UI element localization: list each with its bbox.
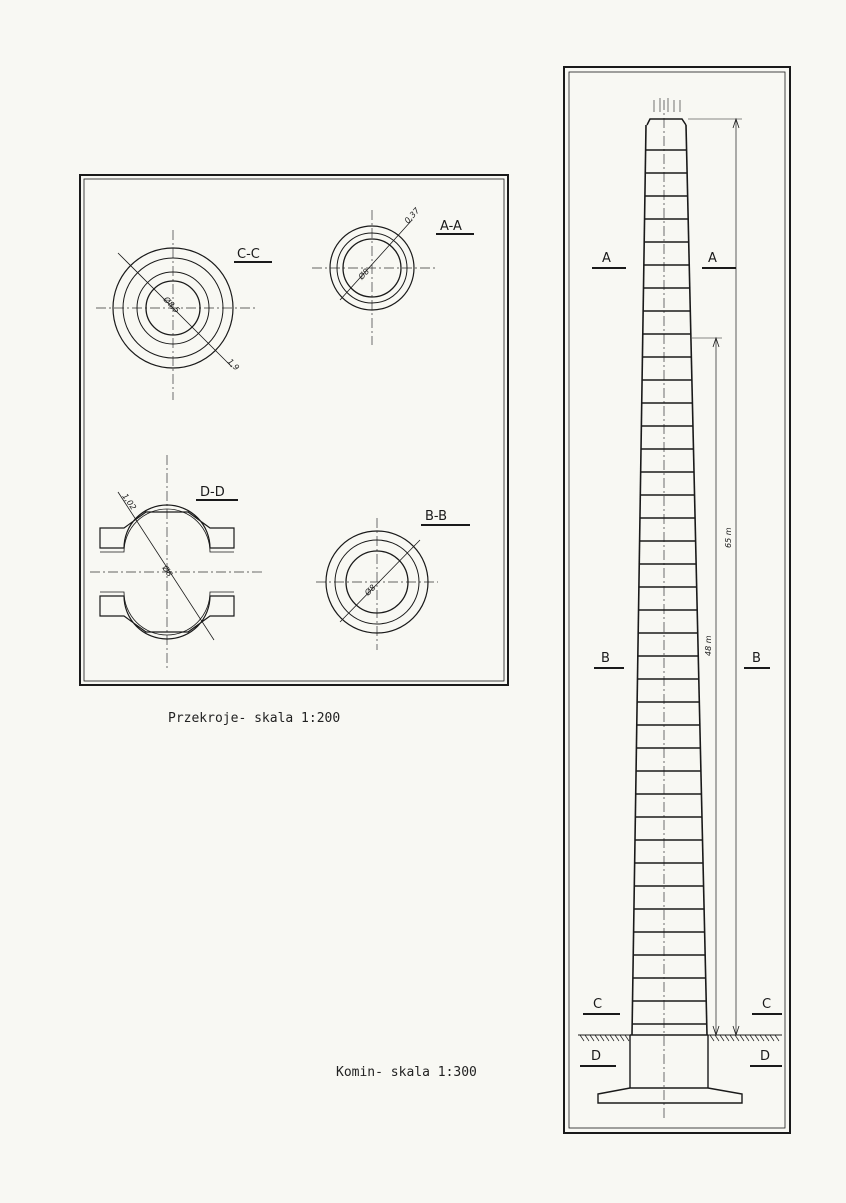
section-c-c-label: C-C: [237, 247, 260, 262]
hatch-stroke: [580, 1035, 584, 1041]
hatch-stroke: [590, 1035, 594, 1041]
hatch-stroke: [620, 1035, 624, 1041]
section-d-d-wall: 1,02: [120, 491, 138, 512]
hatch-stroke: [615, 1035, 619, 1041]
hatch-stroke: [585, 1035, 589, 1041]
section-d-d: [90, 455, 265, 668]
section-b-b-diameter: Ø8: [363, 582, 378, 598]
hatch-stroke: [625, 1035, 629, 1041]
hatch-stroke: [770, 1035, 774, 1041]
section-c-c-wall: 1,9: [225, 357, 241, 373]
hatch-stroke: [745, 1035, 749, 1041]
hatch-stroke: [710, 1035, 714, 1041]
chimney-caption: Komin- skala 1:300: [336, 1065, 477, 1080]
hatch-stroke: [735, 1035, 739, 1041]
marker-b-right: B: [752, 651, 761, 666]
section-a-a-wall: 0,37: [402, 206, 422, 226]
hatch-stroke: [740, 1035, 744, 1041]
section-markers: [580, 251, 782, 1066]
hatch-stroke: [750, 1035, 754, 1041]
hatch-stroke: [720, 1035, 724, 1041]
ground-hatch: [580, 1035, 779, 1041]
section-c-c: [96, 230, 272, 400]
marker-a-right: A: [708, 251, 717, 266]
section-d-d-label: D-D: [200, 485, 225, 500]
section-c-c-diameter: Ø8,5: [161, 295, 182, 315]
marker-c-right: C: [762, 997, 772, 1012]
hatch-stroke: [730, 1035, 734, 1041]
hatch-stroke: [595, 1035, 599, 1041]
hatch-stroke: [760, 1035, 764, 1041]
section-b-b: [316, 509, 470, 650]
hatch-stroke: [755, 1035, 759, 1041]
sections-panel: [80, 175, 508, 685]
marker-b-left: B: [601, 651, 610, 666]
hatch-stroke: [610, 1035, 614, 1041]
hatch-stroke: [725, 1035, 729, 1041]
dimension-lower-height: 48 m: [704, 635, 713, 656]
marker-c-left: C: [593, 997, 603, 1012]
marker-d-left: D: [591, 1049, 602, 1064]
hatch-stroke: [775, 1035, 779, 1041]
sections-caption: Przekroje- skala 1:200: [168, 711, 341, 726]
hatch-stroke: [765, 1035, 769, 1041]
chimney-panel: [564, 67, 790, 1133]
dimension-total-height: 65 m: [724, 527, 733, 548]
marker-d-right: D: [760, 1049, 771, 1064]
section-a-a: [312, 205, 474, 345]
marker-a-left: A: [602, 251, 611, 266]
hatch-stroke: [715, 1035, 719, 1041]
section-d-d-diameter: Ø8: [160, 563, 175, 579]
hatch-stroke: [600, 1035, 604, 1041]
section-a-a-label: A-A: [440, 219, 462, 234]
section-a-a-diameter: Ø8: [356, 266, 372, 282]
hatch-stroke: [605, 1035, 609, 1041]
section-b-b-label: B-B: [425, 509, 448, 524]
